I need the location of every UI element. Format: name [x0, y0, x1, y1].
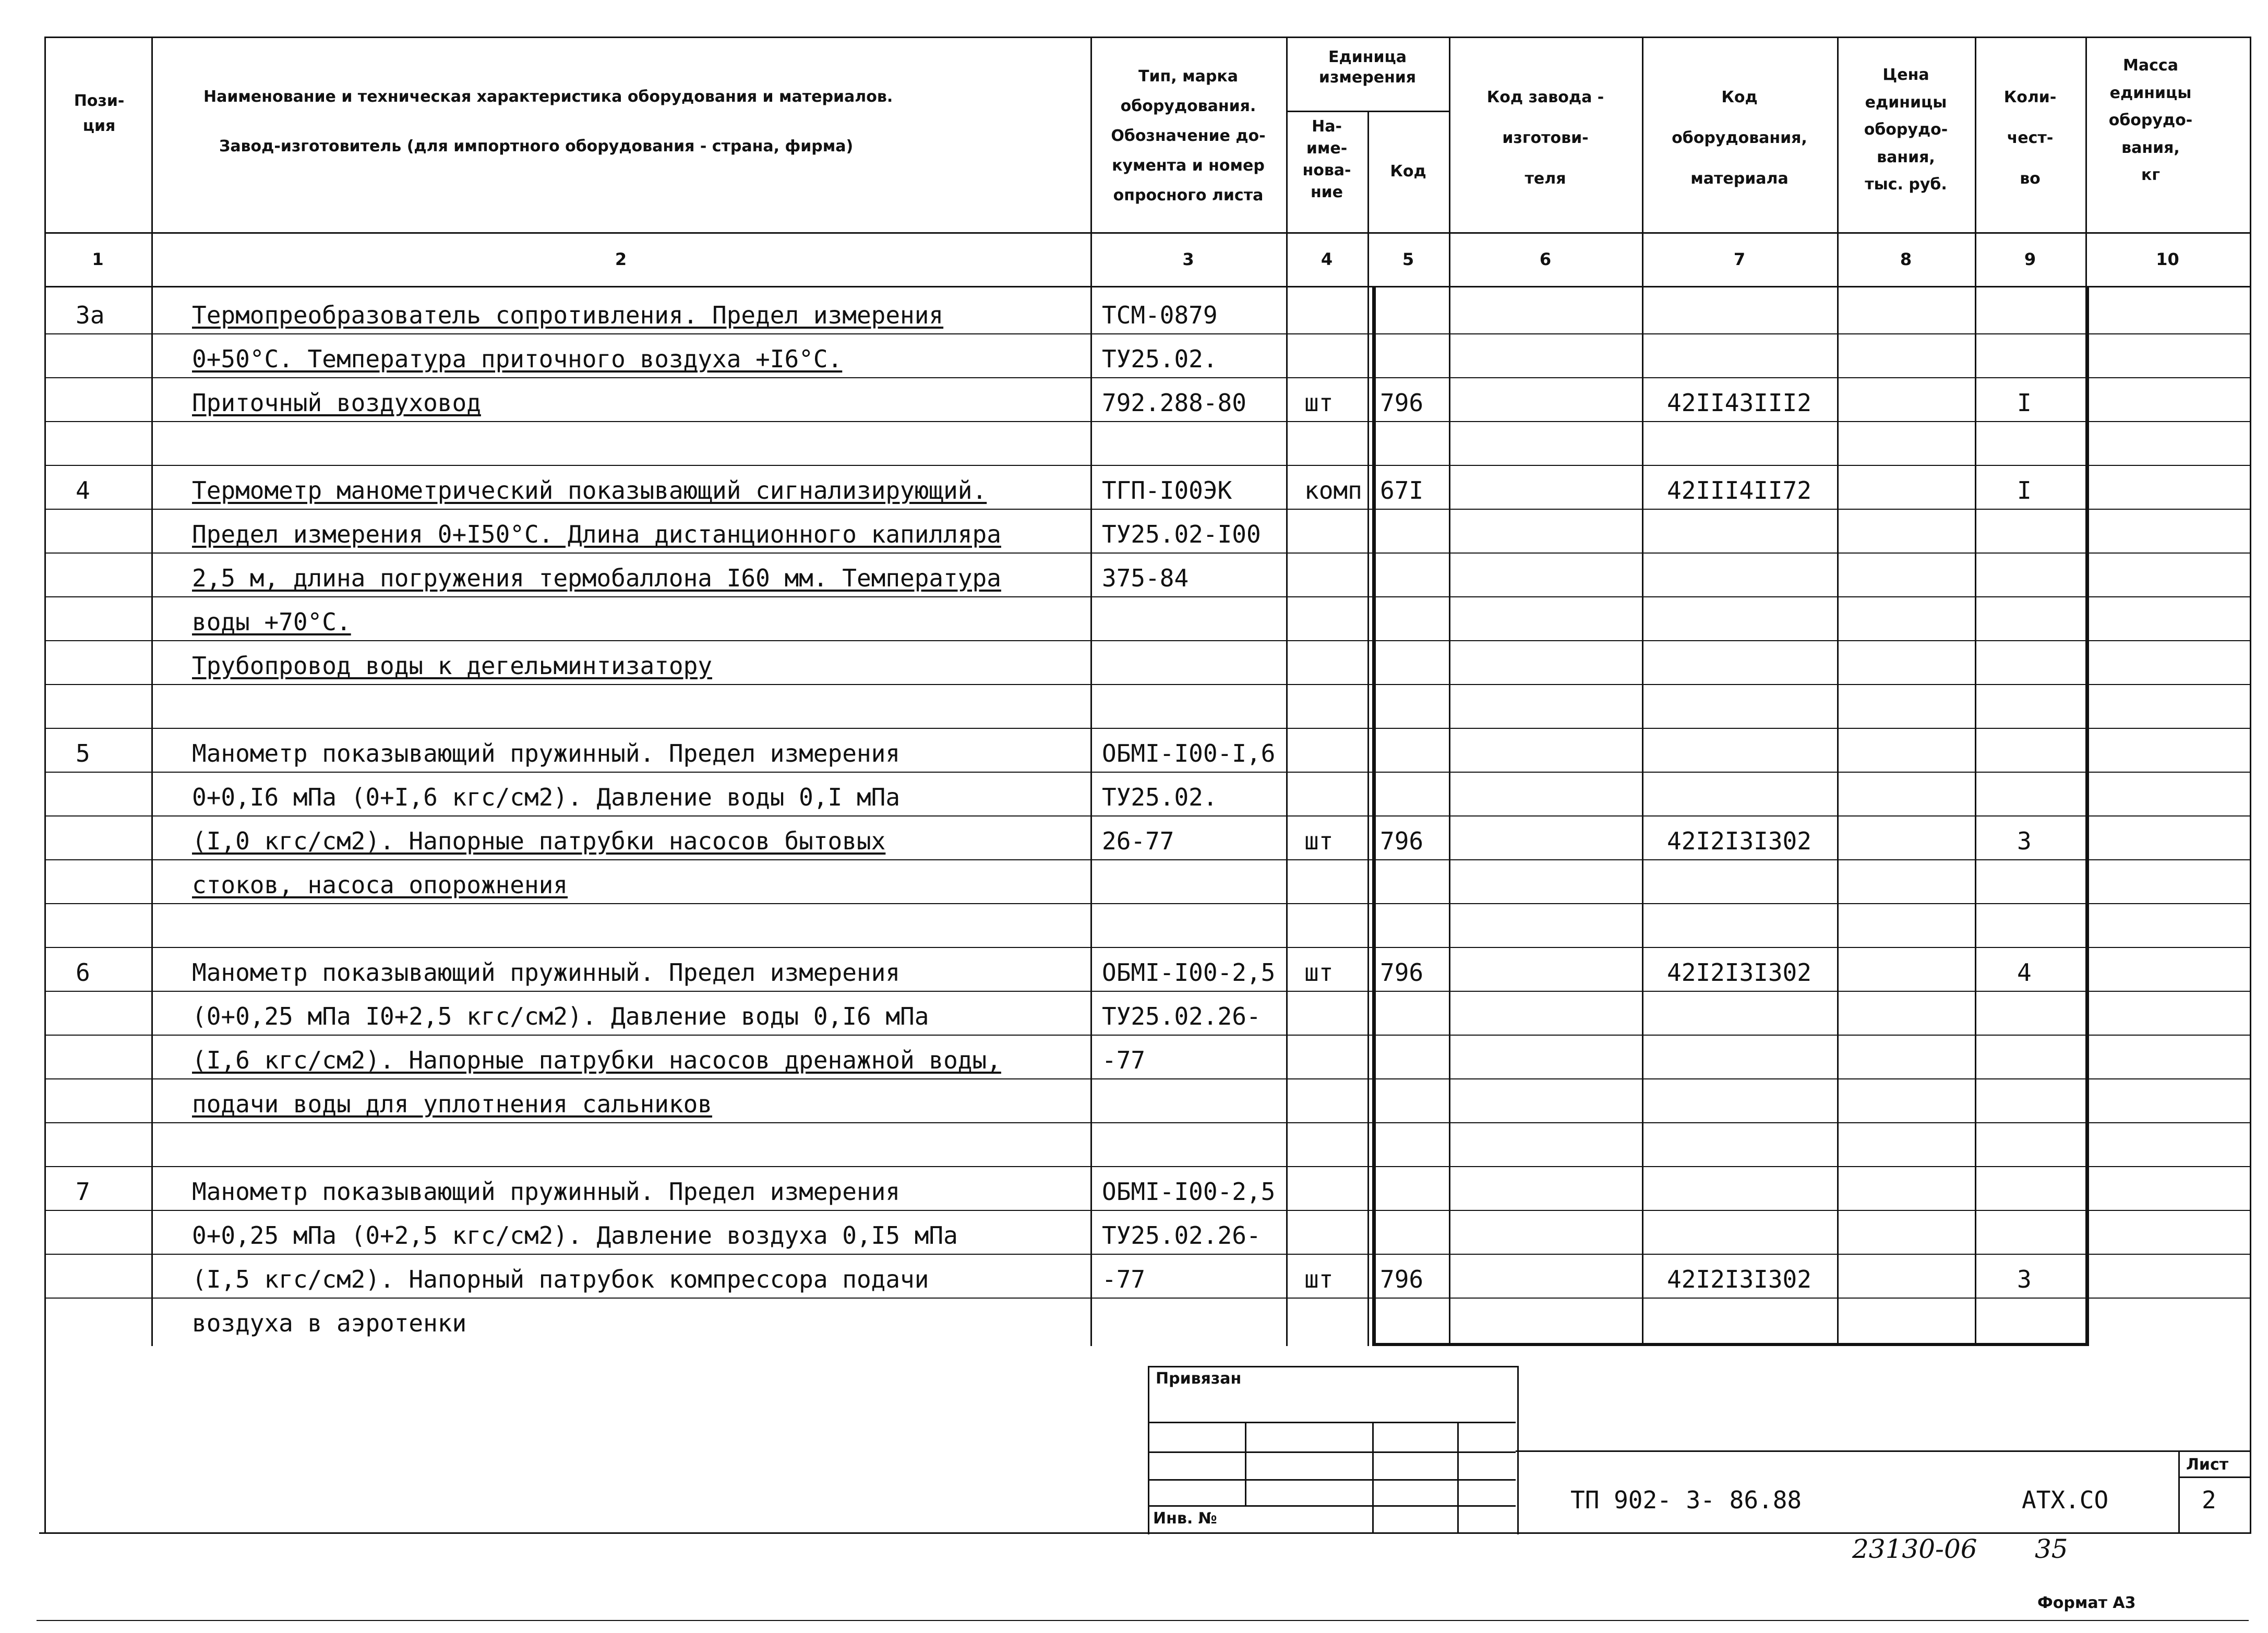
- handwritten-page: 35: [2035, 1534, 2068, 1564]
- row-13-unit: шт: [1304, 827, 1334, 855]
- col-line-6: [1449, 37, 1450, 1346]
- stamp-line-3: [1148, 1479, 1516, 1481]
- sheet-number: 2: [2202, 1486, 2216, 1514]
- row-18-type: -77: [1102, 1046, 1146, 1074]
- sheet-label: Лист: [2186, 1456, 2229, 1474]
- row-5-unit: комп: [1304, 476, 1362, 505]
- row-22-type: ТУ25.02.26-: [1102, 1221, 1261, 1250]
- col-line-4: [1286, 37, 1288, 1346]
- row-line: [44, 1254, 2251, 1255]
- row-1-pos: 3а: [76, 301, 105, 329]
- stamp-inv-label: Инв. №: [1153, 1509, 1217, 1528]
- column-number-4: 4: [1321, 249, 1333, 269]
- row-line: [44, 772, 2251, 773]
- row-16-qty: 4: [2017, 958, 2032, 987]
- row-22-desc: 0+0,25 мПа (0+2,5 кгс/см2). Давление воздуха 0,I5 мПа: [192, 1221, 958, 1250]
- stamp-vline-1: [1245, 1422, 1246, 1505]
- row-18-desc: (I,6 кгс/см2). Напорные патрубки насосов дренажной воды,: [192, 1046, 1001, 1074]
- header-unit-code: Код: [1390, 162, 1426, 181]
- row-11-desc: Манометр показывающий пружинный. Предел измерения: [192, 739, 901, 767]
- stamp-line-1: [1148, 1422, 1516, 1423]
- format-label: Формат А3: [2037, 1594, 2136, 1612]
- header-mass: Масса единицы оборудо- вания, кг: [2108, 56, 2193, 184]
- stamp-vline-3: [1457, 1422, 1459, 1533]
- row-5-type: ТГП-I00ЭК: [1102, 476, 1232, 505]
- row-21-type: ОБМI-I00-2,5: [1102, 1178, 1276, 1206]
- row-5-pos: 4: [76, 476, 90, 505]
- column-number-7: 7: [1733, 249, 1746, 269]
- row-line: [44, 991, 2251, 992]
- handwritten-number: 23130-06: [1852, 1534, 1977, 1564]
- sheet-divider: [2178, 1450, 2180, 1534]
- col-line-9: [1975, 37, 1976, 1346]
- row-2-type: ТУ25.02.: [1102, 345, 1218, 373]
- header-unit-group: Единица измерения: [1318, 48, 1417, 87]
- row-17-desc: (0+0,25 мПа I0+2,5 кгс/см2). Давление воды 0,I6 мПа: [192, 1002, 929, 1030]
- row-line: [44, 1122, 2251, 1123]
- col-line-8: [1837, 37, 1839, 1346]
- row-13-equip: 42I2I3I302: [1667, 827, 1811, 855]
- row-13-qty: 3: [2017, 827, 2032, 855]
- row-23-qty: 3: [2017, 1265, 2032, 1293]
- row-9-desc: Трубопровод воды к дегельминтизатору: [192, 652, 712, 680]
- row-line: [44, 728, 2251, 729]
- row-line: [44, 684, 2251, 685]
- row-2-desc: 0+50°С. Температура приточного воздуха +I6°С.: [192, 345, 843, 373]
- row-16-desc: Манометр показывающий пружинный. Предел измерения: [192, 958, 901, 987]
- column-number-9: 9: [2024, 249, 2036, 269]
- doc-code: ТП 902- 3- 86.88: [1570, 1486, 1802, 1514]
- frame-right: [2250, 37, 2251, 1534]
- thick-bottom: [1372, 1343, 2089, 1346]
- row-5-qty: I: [2017, 476, 2032, 505]
- sheet-label-line: [2178, 1476, 2251, 1478]
- row-line: [44, 1298, 2251, 1299]
- stamp-privyazan: Привязан: [1156, 1370, 1242, 1388]
- col-line-7: [1642, 37, 1643, 1346]
- row-16-type: ОБМI-I00-2,5: [1102, 958, 1276, 987]
- col-line-3: [1090, 37, 1092, 1346]
- row-line: [44, 596, 2251, 597]
- row-line: [44, 1210, 2251, 1211]
- row-3-qty: I: [2017, 389, 2032, 417]
- frame-top: [44, 37, 2251, 38]
- row-line: [44, 859, 2251, 860]
- row-line: [44, 333, 2251, 334]
- row-7-desc: 2,5 м, длина погружения термобаллона I60 мм. Температура: [192, 564, 1001, 592]
- row-line: [44, 553, 2251, 554]
- row-8-desc: воды +70°С.: [192, 608, 351, 636]
- row-line: [44, 421, 2251, 422]
- row-1-desc: Термопреобразователь сопротивления. Предел измерения: [192, 301, 944, 329]
- stamp-vline-2: [1372, 1422, 1374, 1533]
- header-price: Цена единицы оборудо- вания, тыс. руб.: [1864, 66, 1948, 194]
- row-line: [44, 640, 2251, 641]
- row-1-type: ТСМ-0879: [1102, 301, 1218, 329]
- header-name-line1: Наименование и техническая характеристика оборудования и материалов.: [203, 88, 893, 106]
- titleblock-top: [1516, 1450, 2251, 1452]
- column-number-8: 8: [1900, 249, 1912, 269]
- row-13-code: 796: [1380, 827, 1424, 855]
- row-5-desc: Термометр манометрический показывающий сигнализирующий.: [192, 476, 987, 505]
- row-line: [44, 465, 2251, 466]
- row-21-pos: 7: [76, 1178, 90, 1206]
- row-5-equip: 42III4II72: [1667, 476, 1811, 505]
- column-number-6: 6: [1539, 249, 1552, 269]
- row-line: [44, 1078, 2251, 1079]
- row-line: [44, 903, 2251, 904]
- row-23-unit: шт: [1304, 1265, 1334, 1293]
- column-number-5: 5: [1402, 249, 1414, 269]
- row-line: [44, 947, 2251, 948]
- numbers-bottom: [44, 286, 2251, 287]
- row-line: [44, 1035, 2251, 1036]
- header-bottom: [44, 232, 2251, 234]
- column-number-1: 1: [92, 249, 104, 269]
- row-14-desc: стоков, насоса опорожнения: [192, 871, 568, 899]
- row-16-equip: 42I2I3I302: [1667, 958, 1811, 987]
- row-line: [44, 1166, 2251, 1167]
- row-23-desc: (I,5 кгс/см2). Напорный патрубок компрессора подачи: [192, 1265, 929, 1293]
- frame-left: [44, 37, 46, 1534]
- row-5-code: 67I: [1380, 476, 1424, 505]
- column-number-3: 3: [1182, 249, 1194, 269]
- row-line: [44, 509, 2251, 510]
- row-16-code: 796: [1380, 958, 1424, 987]
- row-12-type: ТУ25.02.: [1102, 783, 1218, 811]
- row-11-type: ОБМI-I00-I,6: [1102, 739, 1276, 767]
- header-name-line2: Завод-изготовитель (для импортного оборудования - страна, фирма): [219, 137, 854, 155]
- header-quantity: Коли- чест- во: [2003, 88, 2057, 188]
- row-7-type: 375-84: [1102, 564, 1189, 592]
- row-3-desc: Приточный воздуховод: [192, 389, 481, 417]
- row-24-desc: воздуха в аэротенки: [192, 1309, 467, 1337]
- header-equip-code: Код оборудования, материала: [1672, 88, 1807, 188]
- row-19-desc: подачи воды для уплотнения сальников: [192, 1090, 712, 1118]
- column-number-2: 2: [615, 249, 627, 269]
- row-12-desc: 0+0,I6 мПа (0+I,6 кгс/см2). Давление воды 0,I мПа: [192, 783, 901, 811]
- row-3-type: 792.288-80: [1102, 389, 1246, 417]
- header-unit-name: На- име- нова- ние: [1302, 117, 1351, 201]
- row-line: [44, 815, 2251, 816]
- row-11-pos: 5: [76, 739, 90, 767]
- header-position: Пози- ция: [74, 92, 125, 135]
- row-16-unit: шт: [1304, 958, 1334, 987]
- row-21-desc: Манометр показывающий пружинный. Предел измерения: [192, 1178, 901, 1206]
- stamp-line-2: [1148, 1451, 1516, 1453]
- row-6-desc: Предел измерения 0+I50°С. Длина дистанционного капилляра: [192, 520, 1001, 548]
- header-maker-code: Код завода - изготови- теля: [1486, 88, 1604, 188]
- row-3-equip: 42II43III2: [1667, 389, 1811, 417]
- cut-line: [37, 1620, 2249, 1621]
- row-6-type: ТУ25.02-I00: [1102, 520, 1261, 548]
- row-13-desc: (I,0 кгс/см2). Напорные патрубки насосов бытовых: [192, 827, 886, 855]
- header-type: Тип, марка оборудования. Обозначение до- кумента и номер опросного листа: [1111, 67, 1266, 205]
- row-16-pos: 6: [76, 958, 90, 987]
- col-line-2: [151, 37, 153, 1346]
- stamp-line-4: [1148, 1505, 1516, 1507]
- row-3-code: 796: [1380, 389, 1424, 417]
- doc-mark: АТХ.СО: [2022, 1486, 2109, 1514]
- row-23-code: 796: [1380, 1265, 1424, 1293]
- row-23-equip: 42I2I3I302: [1667, 1265, 1811, 1293]
- row-13-type: 26-77: [1102, 827, 1174, 855]
- row-line: [44, 377, 2251, 378]
- row-3-unit: шт: [1304, 389, 1334, 417]
- column-number-10: 10: [2156, 249, 2179, 269]
- row-23-type: -77: [1102, 1265, 1146, 1293]
- row-17-type: ТУ25.02.26-: [1102, 1002, 1261, 1030]
